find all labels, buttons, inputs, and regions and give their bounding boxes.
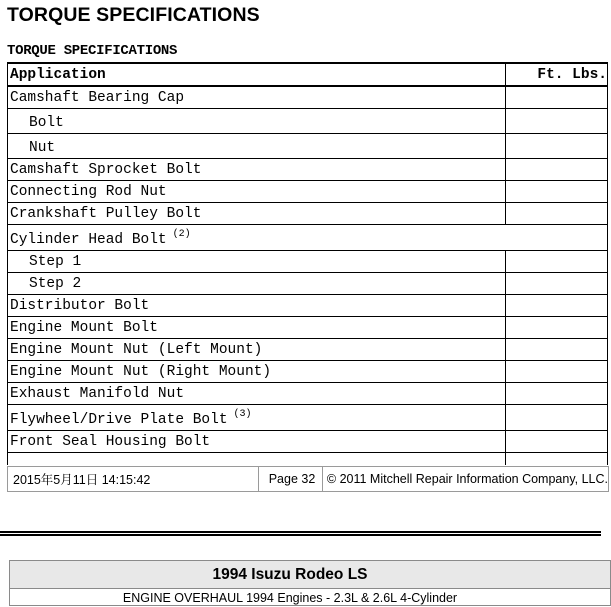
table-row <box>8 453 608 466</box>
footnote-ref: (2) <box>172 229 191 240</box>
table-row <box>8 361 608 383</box>
row-label: Distributor Bolt <box>8 295 506 317</box>
row-label: Step 1 <box>8 251 506 273</box>
table-row <box>8 251 608 273</box>
section-title: ENGINE OVERHAUL 1994 Engines - 2.3L & 2.6L 4-Cylinder <box>122 591 458 605</box>
page-separator <box>0 531 601 536</box>
row-label: Engine Mount Nut (Right Mount) <box>8 361 506 383</box>
table-row <box>8 181 608 203</box>
table-row <box>8 405 608 431</box>
row-label: Camshaft Sprocket Bolt <box>8 159 506 181</box>
row-value <box>506 383 608 405</box>
row-value <box>506 405 608 431</box>
footer-date: 2015年5月11日 14:15:42 <box>13 473 151 487</box>
row-value <box>506 181 608 203</box>
row-value <box>506 431 608 453</box>
table-row <box>8 109 608 134</box>
row-label: Engine Mount Bolt <box>8 317 506 339</box>
row-value <box>506 295 608 317</box>
row-label: Crankshaft Pulley Bolt <box>8 203 506 225</box>
table-row <box>8 225 608 251</box>
row-value <box>506 339 608 361</box>
table-row <box>8 134 608 159</box>
table-row <box>8 86 608 109</box>
row-label: Bolt <box>8 109 506 134</box>
row-value <box>506 86 608 109</box>
row-label: Connecting Rod Nut <box>8 181 506 203</box>
row-value <box>506 109 608 134</box>
row-label-text: Flywheel/Drive Plate Bolt <box>10 412 228 428</box>
row-value <box>506 317 608 339</box>
footer-page-number: Page 32 <box>258 467 322 491</box>
row-label <box>8 405 506 431</box>
row-value <box>506 361 608 383</box>
row-value <box>506 453 608 466</box>
row-label: Exhaust Manifold Nut <box>8 383 506 405</box>
torque-spec-table <box>7 62 608 465</box>
page-footer <box>7 466 609 492</box>
table-row <box>8 273 608 295</box>
vehicle-title: 1994 Isuzu Rodeo LS <box>10 561 610 589</box>
column-header-unit: Ft. Lbs. <box>506 63 608 86</box>
row-value <box>506 134 608 159</box>
table-row <box>8 383 608 405</box>
row-value <box>506 159 608 181</box>
row-label: Nut <box>8 134 506 159</box>
row-value <box>506 251 608 273</box>
row-value <box>506 203 608 225</box>
row-value <box>506 273 608 295</box>
page-title: TORQUE SPECIFICATIONS <box>7 4 260 26</box>
row-label <box>8 453 506 466</box>
column-header-application: Application <box>8 63 506 86</box>
row-label: Step 2 <box>8 273 506 295</box>
table-row <box>8 431 608 453</box>
table-caption: TORQUE SPECIFICATIONS <box>7 43 178 59</box>
footnote-ref: (3) <box>233 409 252 420</box>
row-label-text: Cylinder Head Bolt <box>10 232 167 248</box>
row-label: Front Seal Housing Bolt <box>8 431 506 453</box>
table-row <box>8 203 608 225</box>
row-label <box>8 225 608 251</box>
table-row <box>8 159 608 181</box>
footer-copyright: © 2011 Mitchell Repair Information Company, LLC. <box>322 467 608 491</box>
row-label: Engine Mount Nut (Left Mount) <box>8 339 506 361</box>
next-page-header <box>9 560 611 606</box>
table-row <box>8 295 608 317</box>
table-row <box>8 317 608 339</box>
table-row <box>8 339 608 361</box>
row-label: Camshaft Bearing Cap <box>8 86 506 109</box>
